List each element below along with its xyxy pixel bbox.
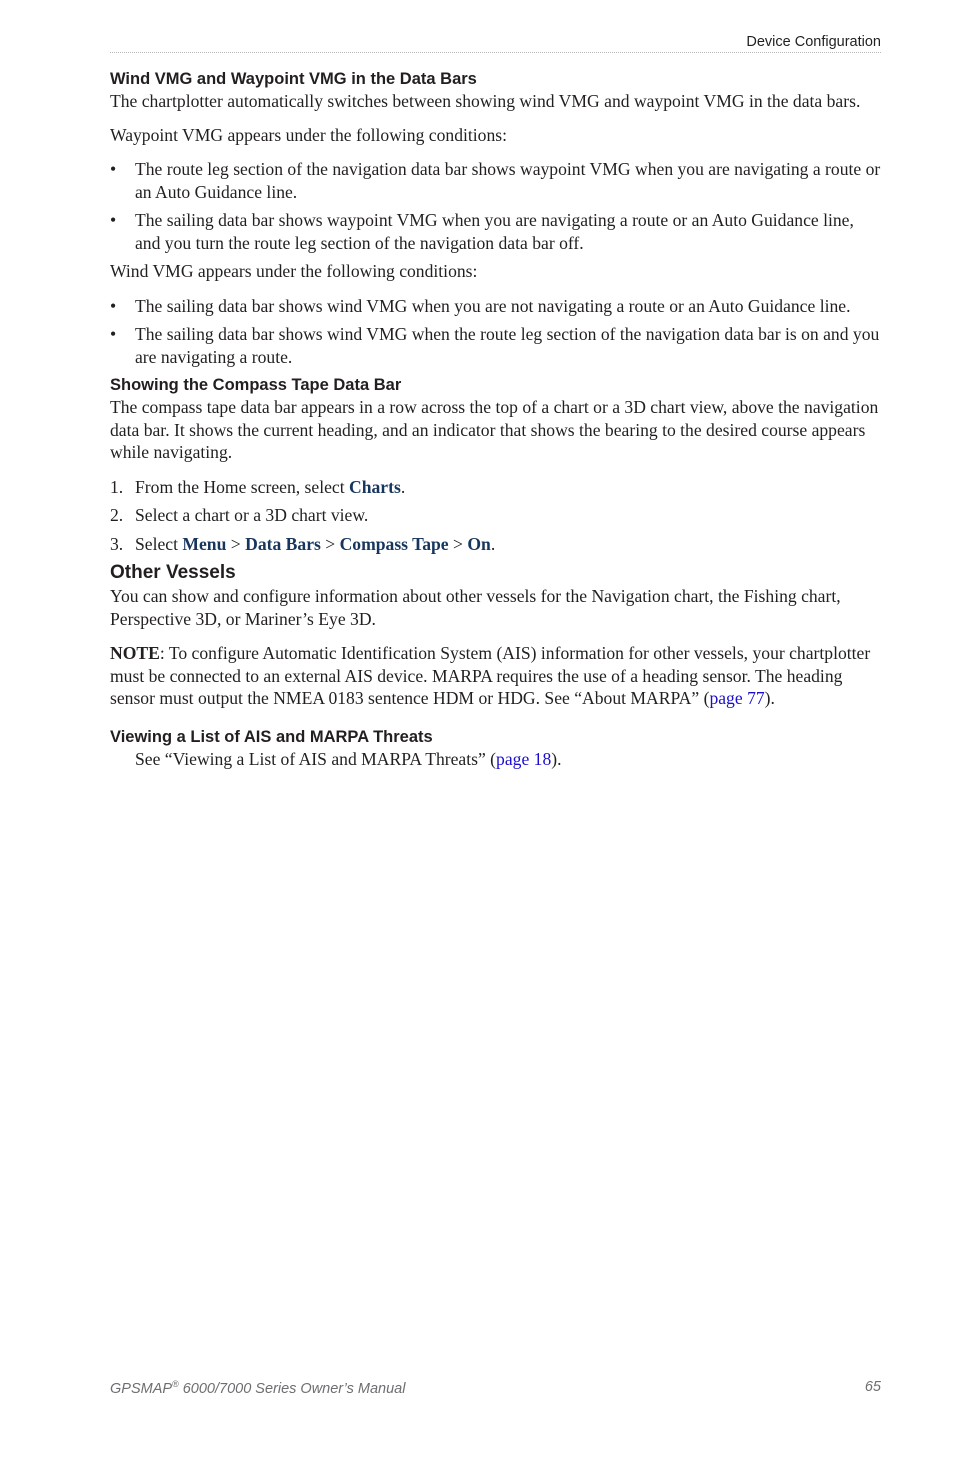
note-label: NOTE (110, 643, 160, 663)
compass-steps (110, 476, 882, 556)
bullet-icon: • (110, 159, 117, 179)
step-item: 1. From the Home screen, select Charts. (110, 476, 406, 497)
ui-menu: Menu (182, 533, 227, 554)
section-heading-other-vessels: Other Vessels (110, 562, 236, 583)
ui-compass-tape: Compass Tape (339, 533, 449, 554)
wind-vmg-list (110, 295, 882, 369)
section-heading-ais: Viewing a List of AIS and MARPA Threats (110, 727, 433, 746)
vmg-intro: The chartplotter automatically switches between showing wind VMG and waypoint VMG in the data bars. (110, 91, 861, 111)
ais-see-text: See “Viewing a List of AIS and MARPA Threats” (page 18). (135, 748, 562, 769)
list-item: • The sailing data bar shows wind VMG when you are not navigating a route or an Auto Guidance line. (110, 295, 851, 316)
footer-manual-title: GPSMAP® 6000/7000 Series Owner’s Manual (110, 1379, 406, 1397)
page-header (110, 30, 881, 53)
section-heading-vmg: Wind VMG and Waypoint VMG in the Data Bars (110, 70, 477, 88)
step-item: 3. Select Menu > Data Bars > Compass Tape > On. (110, 533, 496, 554)
ui-charts: Charts (349, 476, 401, 497)
bullet-icon: • (110, 295, 117, 316)
step-item: 2. Select a chart or a 3D chart view. (110, 505, 369, 525)
link-page-77[interactable]: page 77 (709, 688, 765, 708)
section-heading-compass: Showing the Compass Tape Data Bar (110, 376, 402, 394)
header-title: Device Configuration (746, 34, 881, 50)
page-content (110, 68, 882, 781)
waypoint-vmg-list (110, 158, 882, 254)
note-paragraph: NOTE: To configure Automatic Identification System (AIS) information for other vessels, your chartplotter must be connected to an external AIS device. MARPA requires the use of a heading sensor. The heading sensor must output the NMEA 0183 sentence HDM or HDG. See “About MARPA” (page 77). (110, 643, 871, 708)
bullet-icon: • (110, 324, 117, 344)
list-item: • The sailing data bar shows waypoint VMG when you are navigating a route or an Auto Guidance line, and you turn the route leg section of the navigation data bar off. (110, 210, 854, 253)
list-item: • The route leg section of the navigation data bar shows waypoint VMG when you are navigating a route or an Auto Guidance line. (110, 159, 881, 202)
compass-intro: The compass tape data bar appears in a row across the top of a chart or a 3D chart view, above the navigation data bar. It shows the current heading, and an indicator that shows the bearing to the desired course appears while navigating. (110, 397, 879, 462)
waypoint-vmg-intro: Waypoint VMG appears under the following conditions: (110, 124, 507, 145)
ui-on: On (467, 533, 491, 554)
ui-data-bars: Data Bars (245, 533, 321, 554)
wind-vmg-intro: Wind VMG appears under the following conditions: (110, 261, 478, 281)
list-item: • The sailing data bar shows wind VMG when the route leg section of the navigation data bar is on and you are navigating a route. (110, 324, 880, 367)
other-vessels-intro: You can show and configure information about other vessels for the Navigation chart, the Fishing chart, Perspective 3D, or Mariner’s Eye 3D. (110, 586, 841, 629)
footer-page-number: 65 (864, 1379, 881, 1395)
link-page-18[interactable]: page 18 (496, 748, 552, 769)
bullet-icon: • (110, 210, 117, 230)
